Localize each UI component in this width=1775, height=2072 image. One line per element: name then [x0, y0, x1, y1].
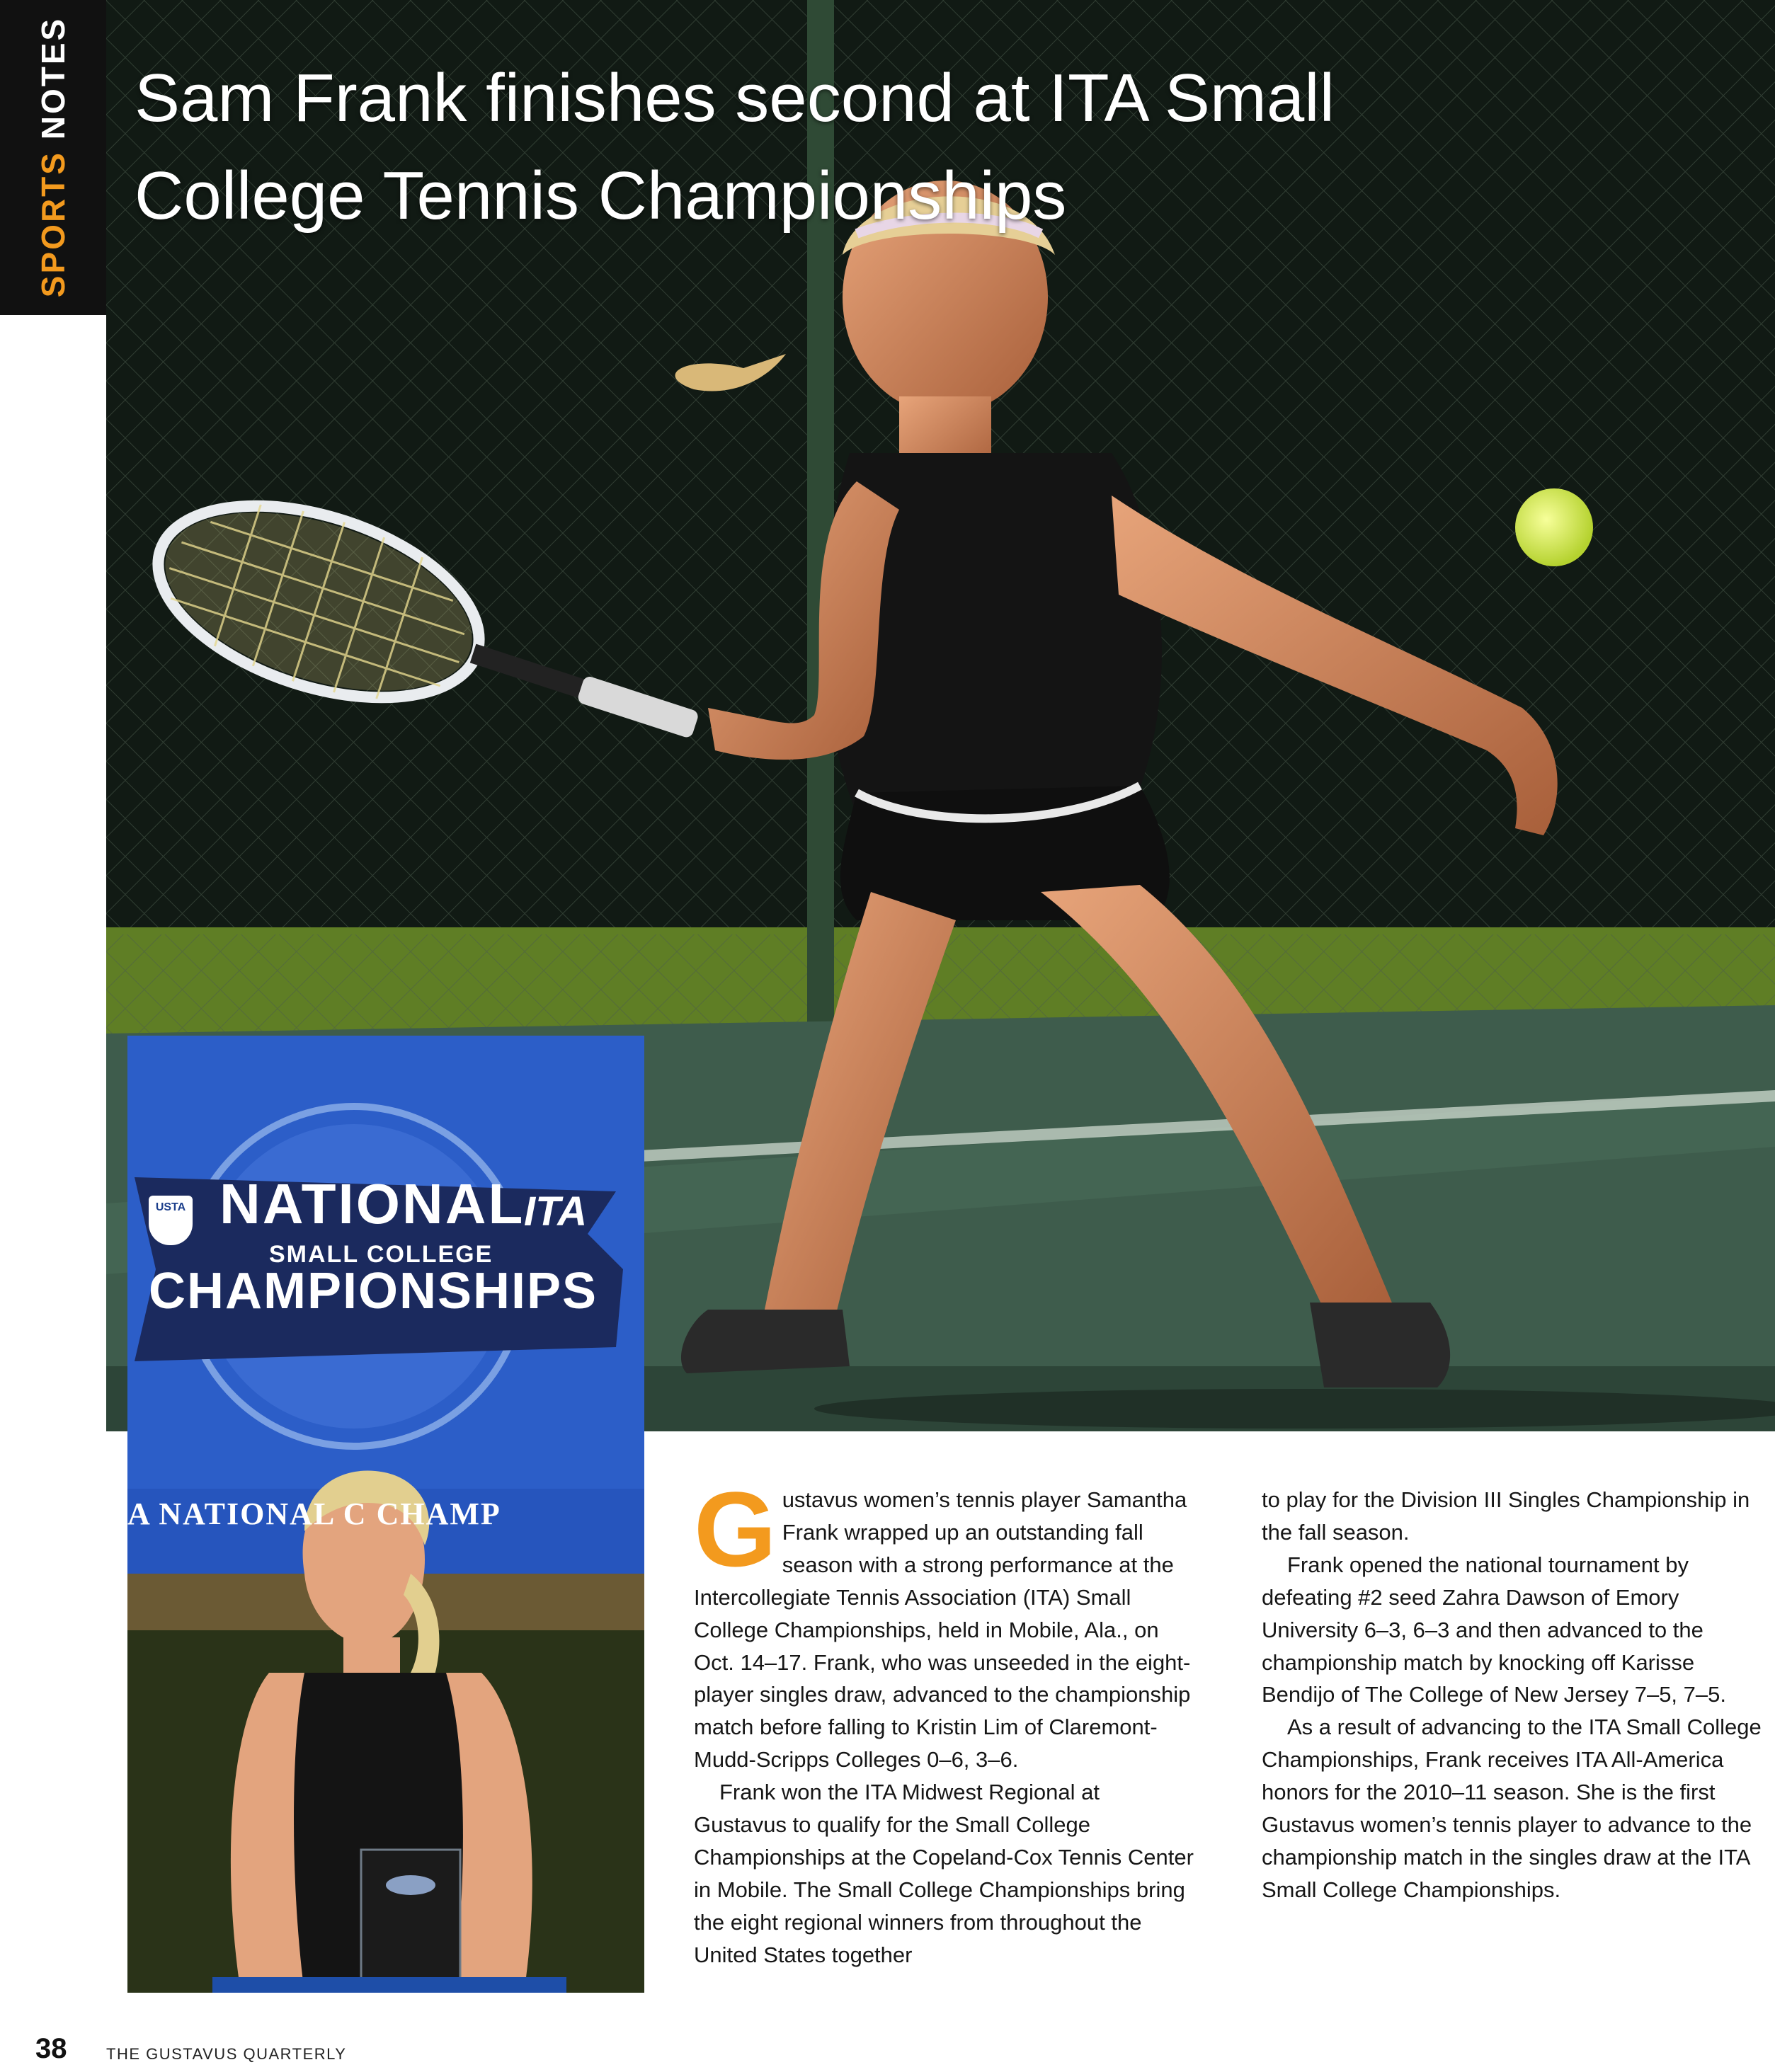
headline: Sam Frank finishes second at ITA Small College Tennis Championships: [135, 60, 1335, 234]
banner-text-small-college: SMALL COLLEGE: [269, 1241, 493, 1268]
article-column-2: [1262, 1484, 1764, 1906]
article-paragraph: Frank opened the national tournament by defeating #2 seed Zahra Dawson of Emory University 6–3, 6–3 and then advanced to the championship match by knocking off Karisse Bendijo of The College of New Jersey 7–5, 7–5.: [1262, 1552, 1726, 1707]
section-label-sports: SPORTS: [35, 151, 72, 298]
article-paragraph: Frank won the ITA Midwest Regional at Gustavus to qualify for the Small College Championships at the Copeland-Cox Tennis Center in Mobile. The Small College Championships bring the eight regional winners from throughout the United States together: [694, 1780, 1194, 1967]
article-paragraph-text: ustavus women’s tennis player Samantha Frank wrapped up an outstanding fall season with a strong performance at the Intercollegiate Tennis Association (ITA) Small College Championships, held in Mobile, Ala., on Oct. 14–17. Frank, who was unseeded in the eight-player singles draw, advanced to the championship match before falling to Kristin Lim of Claremont-Mudd-Scripps Colleges 0–6, 3–6.: [694, 1487, 1191, 1773]
article-paragraph: As a result of advancing to the ITA Small College Championships, Frank receives ITA All-America honors for the 2010–11 season. She is the first Gustavus women’s tennis player to advance to the championship match in the singles draw at the ITA Small College Championships.: [1262, 1715, 1762, 1902]
article-paragraph: [694, 1470, 1197, 1776]
page-number: 38: [35, 2033, 67, 2064]
section-label: [34, 17, 72, 297]
section-label-notes: NOTES: [35, 16, 72, 140]
banner-text-lower: A NATIONAL C CHAMP: [127, 1496, 501, 1531]
article-column-1: [694, 1470, 1197, 1971]
section-tab: [0, 0, 106, 315]
article-paragraph: to play for the Division III Singles Championship in the fall season.: [1262, 1487, 1750, 1545]
banner-text-championships: CHAMPIONSHIPS: [149, 1263, 598, 1320]
usta-logo: USTA: [149, 1196, 193, 1245]
ita-logo: ITA: [524, 1189, 588, 1235]
banner-text-national: NATIONAL: [219, 1172, 525, 1235]
inset-photo-trophy: [127, 1036, 644, 1993]
publication-name: THE GUSTAVUS QUARTERLY: [106, 2045, 347, 2063]
drop-cap: G: [694, 1470, 777, 1589]
